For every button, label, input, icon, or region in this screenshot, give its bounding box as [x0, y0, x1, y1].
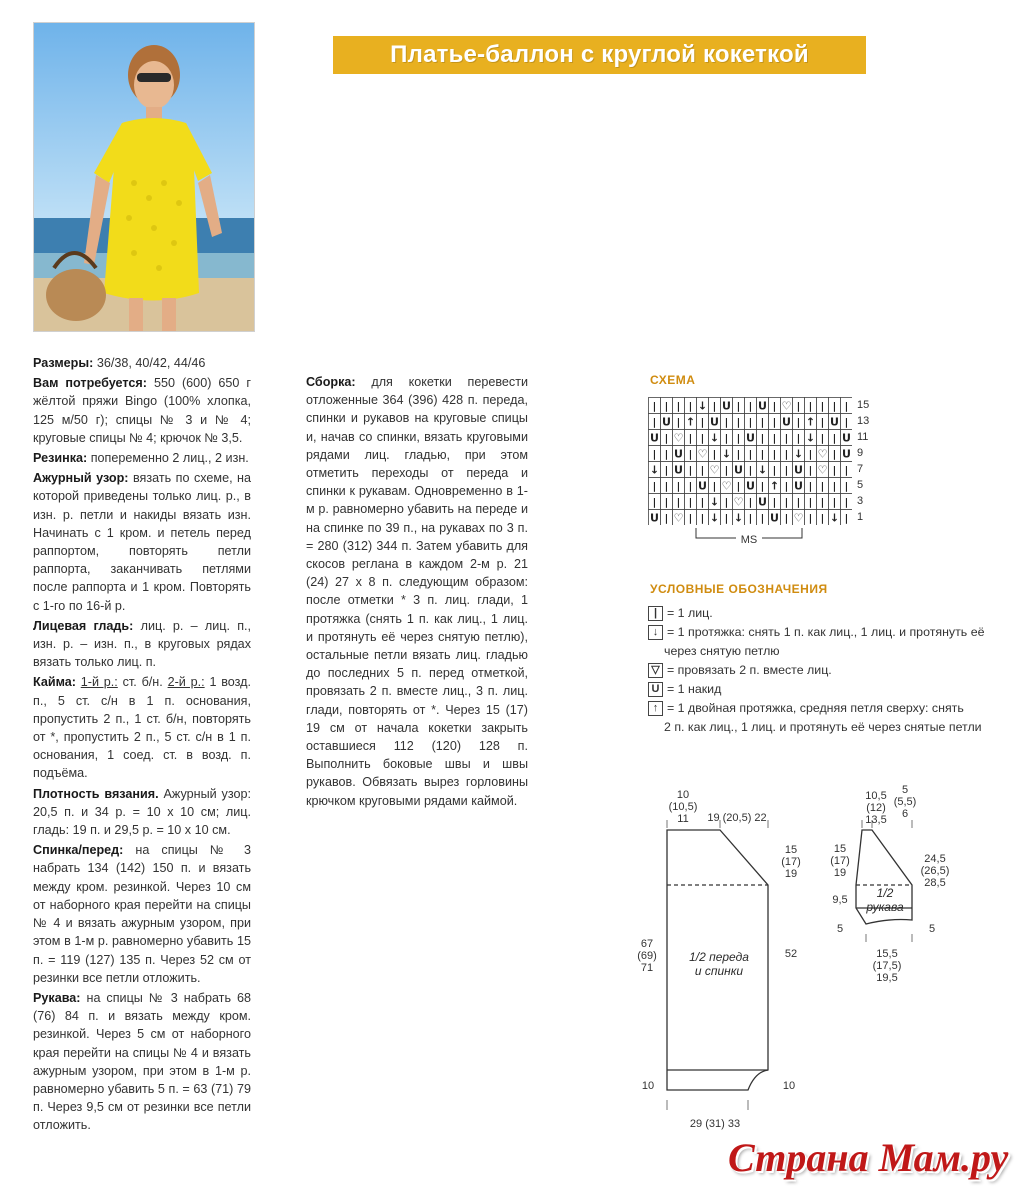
chart-symbol: ♡: [733, 495, 744, 509]
chart-symbol: |: [736, 417, 741, 429]
dim-value: 10,5: [865, 790, 887, 802]
row-number: 15: [857, 399, 870, 411]
chart-symbol: |: [700, 433, 705, 445]
chart-symbol: |: [724, 465, 729, 477]
chart-symbol: |: [676, 417, 681, 429]
model-photo: [33, 22, 255, 332]
rib-text: попеременно 2 лиц., 2 изн.: [90, 451, 249, 466]
knit-symbol-icon: |: [648, 606, 663, 621]
chart-symbol: |: [664, 465, 669, 477]
main-total-length-dim: [634, 938, 660, 974]
chart-symbol: U: [842, 447, 851, 461]
chart-symbol: U: [698, 479, 707, 493]
back-front-label: Спинка/перед:: [33, 843, 124, 858]
chart-symbol: |: [844, 481, 849, 493]
density-text: Ажурный узор: 20,5 п. и 34 р. = 10 х 10 см; лиц. гладь: 19 п. и 29,5 р. = 10 х 10 см.: [33, 786, 251, 838]
knitting-chart: [648, 397, 852, 525]
chart-symbol: |: [832, 433, 837, 445]
row-number: 9: [857, 447, 864, 459]
chart-symbol: U: [650, 511, 659, 525]
chart-symbol: |: [724, 497, 729, 509]
legend-text-continued: 2 п. как лиц., 1 лиц. и протянуть её через снятые петли: [664, 720, 982, 734]
photo-illustration: [34, 23, 254, 331]
dim-value: 28,5: [924, 877, 946, 889]
chart-symbol: |: [820, 417, 825, 429]
chart-symbol: |: [808, 449, 813, 461]
sleeves-text: на спицы № 3 набрать 68 (76) 84 п. и вязать между кром. резинкой. Через 5 см от наборного края перейти на спицы № 4 и вязать ажурным узором, при этом в 1-м р. равномерно убавить 5 п. = 63 (71) 79 п. Через 9,5 см от резинки все петли отложить.: [33, 990, 252, 1133]
chart-symbol: |: [664, 513, 669, 525]
dim-value: 24,5: [924, 853, 946, 865]
chart-symbol: |: [748, 401, 753, 413]
repeat-bracket: [648, 528, 846, 548]
chart-symbol: |: [784, 465, 789, 477]
chart-symbol: |: [808, 481, 813, 493]
dim-value: 6: [901, 808, 909, 820]
k2tog-symbol-icon: ▽: [648, 663, 663, 678]
chart-symbol: |: [844, 465, 849, 477]
chart-symbol: U: [830, 415, 839, 429]
chart-symbol: |: [664, 481, 669, 493]
chart-symbol: |: [820, 481, 825, 493]
chart-symbol: |: [832, 465, 837, 477]
chart-symbol: ♡: [673, 511, 684, 525]
chart-symbol: |: [844, 513, 849, 525]
row-number: 13: [857, 415, 870, 427]
dim-value: (17): [781, 856, 801, 868]
legend-text: = 1 протяжка: снять 1 п. как лиц., 1 лиц. и протянуть её: [667, 625, 985, 639]
yarnover-symbol-icon: U: [648, 682, 663, 697]
chart-symbol: U: [770, 511, 779, 525]
chart-symbol: |: [832, 449, 837, 461]
chart-symbol: U: [782, 415, 791, 429]
chart-symbol: ♡: [817, 463, 828, 477]
chart-symbol: |: [676, 481, 681, 493]
chart-symbol: ↑: [769, 479, 780, 493]
chart-symbol: |: [784, 497, 789, 509]
instructions-column-1: [33, 354, 251, 1137]
dim-value: (5,5): [893, 796, 917, 808]
chart-symbol: |: [772, 433, 777, 445]
chart-symbol: |: [772, 417, 777, 429]
legend-heading: УСЛОВНЫЕ ОБОЗНАЧЕНИЯ: [650, 582, 828, 596]
chart-symbol: |: [676, 401, 681, 413]
chart-symbol: |: [784, 513, 789, 525]
chart-symbol: |: [820, 497, 825, 509]
chart-symbol: |: [748, 417, 753, 429]
legend-text-continued: через снятую петлю: [664, 644, 780, 658]
dim-value: 11: [677, 813, 689, 825]
chart-symbol: U: [722, 399, 731, 413]
density-label: Плотность вязания.: [33, 786, 159, 801]
chart-symbol: ♡: [781, 399, 792, 413]
dim-value: (17): [830, 855, 850, 867]
chart-symbol: ♡: [673, 431, 684, 445]
chart-symbol: |: [784, 481, 789, 493]
stockinette-label: Лицевая гладь:: [33, 618, 134, 633]
edging-row1-text: ст. б/н.: [122, 675, 163, 690]
site-watermark: Страна Мам.ру: [728, 1135, 1009, 1180]
chart-symbol: ↓: [709, 511, 720, 525]
main-top-left-dim: [668, 789, 698, 825]
chart-symbol: |: [796, 417, 801, 429]
chart-symbol: ↓: [721, 447, 732, 461]
dim-value: (26,5): [920, 865, 950, 877]
chart-symbol: |: [784, 449, 789, 461]
chart-symbol: |: [688, 497, 693, 509]
chart-symbol: |: [736, 433, 741, 445]
chart-symbol: ♡: [721, 479, 732, 493]
row-number: 1: [857, 511, 864, 523]
chart-symbol: |: [760, 481, 765, 493]
sleeves-paragraph: [33, 989, 251, 1135]
chart-symbol: |: [820, 513, 825, 525]
legend-item-decrease: [648, 623, 993, 642]
main-rib-right-dim: 10: [782, 1080, 796, 1092]
chart-symbol: |: [748, 465, 753, 477]
sleeve-top-right-dim: [892, 784, 918, 820]
chart-symbol: |: [748, 497, 753, 509]
chart-symbol: |: [760, 433, 765, 445]
chart-symbol: |: [724, 417, 729, 429]
dim-value: 71: [640, 962, 654, 974]
sizes-paragraph: [33, 354, 251, 372]
scheme-heading: СХЕМА: [650, 373, 696, 387]
lace-paragraph: [33, 469, 251, 615]
chart-symbol: |: [808, 465, 813, 477]
dim-value: 5: [901, 784, 909, 796]
dim-value: 15: [784, 844, 798, 856]
legend-text: = 1 лиц.: [667, 606, 713, 620]
assembly-paragraph: [306, 373, 528, 810]
chart-symbol: ♡: [793, 511, 804, 525]
dim-value: 19,5: [876, 972, 898, 984]
rib-label: Резинка:: [33, 451, 88, 466]
chart-symbol: |: [652, 401, 657, 413]
piece-label-line: и спинки: [694, 964, 744, 978]
edging-paragraph: [33, 673, 251, 782]
edging-row2-text: 1 возд. п., 5 ст. с/н в 1 п. основания, пропустить 2 п., 1 ст. б/н, повторять от *, пропустить 2 п., 5 ст. с/н в 1 п. основания, 1 соед. ст. в возд. п. подъёма.: [33, 675, 252, 781]
stockinette-paragraph: [33, 617, 251, 672]
lace-text: вязать по схеме, на которой приведены только лиц. р., в изн. р. петли и накиды вязать изн. Начинать с 1 кром. и петель перед раппортом, повторять петли раппорта, заканчивать петлями после раппорта и 1 кром. Повторять с 1-го по 16-й р.: [33, 471, 251, 613]
chart-symbol: |: [796, 497, 801, 509]
chart-symbol: |: [760, 513, 765, 525]
dim-value: 10: [676, 789, 690, 801]
chart-symbol: |: [844, 497, 849, 509]
sleeve-rib-right-dim: 5: [928, 923, 936, 935]
chart-symbol: ♡: [709, 463, 720, 477]
legend-text: = 1 накид: [667, 682, 722, 696]
dim-value: 15: [833, 843, 847, 855]
chart-symbol: U: [794, 463, 803, 477]
chart-symbol: |: [784, 433, 789, 445]
chart-symbol: |: [688, 449, 693, 461]
chart-symbol: U: [650, 431, 659, 445]
dim-value: 13,5: [865, 814, 887, 826]
dim-value: (17,5): [872, 960, 902, 972]
chart-symbol: |: [688, 433, 693, 445]
chart-symbol: |: [736, 481, 741, 493]
sleeve-top-left-dim: [862, 790, 890, 826]
chart-symbol: |: [772, 449, 777, 461]
dim-value: 15,5: [876, 948, 898, 960]
chart-symbol: |: [712, 449, 717, 461]
back-front-paragraph: [33, 841, 251, 987]
back-front-text: на спицы № 3 набрать 134 (142) 150 п. и вязать между кром. резинкой. Через 10 см от наборного края перейти на спицы № 4 и вязать ажурным узором, при этом в 1-м р. равномерно убавить 15 п. = 119 (127) 135 п. Через 52 см от резинки все петли отложить.: [33, 843, 252, 985]
chart-symbol: |: [808, 497, 813, 509]
dim-value: 67: [640, 938, 654, 950]
piece-label-line: 1/2: [876, 886, 894, 900]
chart-symbol: ↓: [709, 495, 720, 509]
chart-symbol: U: [710, 415, 719, 429]
row-number: 3: [857, 495, 864, 507]
chart-symbol: |: [664, 449, 669, 461]
sleeve-width-dim: [870, 948, 904, 984]
dim-value: (12): [866, 802, 886, 814]
chart-symbol: |: [688, 401, 693, 413]
dim-value: (69): [637, 950, 657, 962]
chart-symbol: ↓: [805, 431, 816, 445]
piece-label-line: рукава: [866, 900, 904, 914]
piece-label-line: 1/2 переда: [689, 950, 749, 964]
main-yoke-dim: [778, 844, 804, 880]
chart-symbol: |: [700, 497, 705, 509]
chart-symbol: |: [772, 401, 777, 413]
front-back-label: [674, 950, 764, 978]
assembly-label: Сборка:: [306, 375, 356, 389]
chart-symbol: |: [844, 417, 849, 429]
legend-item-knit: [648, 604, 993, 623]
chart-symbol: U: [674, 447, 683, 461]
chart-symbol: |: [820, 401, 825, 413]
legend-text: = 1 двойная протяжка, средняя петля сверху: снять: [667, 701, 964, 715]
chart-symbol: U: [674, 463, 683, 477]
chart-symbol: |: [724, 513, 729, 525]
legend-item-yarnover: [648, 680, 993, 699]
chart-symbol: |: [748, 449, 753, 461]
rib-paragraph: [33, 449, 251, 467]
chart-symbol: U: [794, 479, 803, 493]
chart-symbol: |: [820, 433, 825, 445]
chart-symbol: |: [712, 401, 717, 413]
chart-symbol: ↓: [697, 399, 708, 413]
main-rib-left-dim: 10: [641, 1080, 655, 1092]
edging-row2-label: 2-й р.:: [167, 675, 205, 690]
chart-symbol: |: [736, 449, 741, 461]
chart-symbol: |: [772, 497, 777, 509]
chart-symbol: |: [832, 481, 837, 493]
chart-symbol: ♡: [817, 447, 828, 461]
chart-symbol: |: [652, 449, 657, 461]
chart-symbol: U: [746, 431, 755, 445]
lace-label: Ажурный узор:: [33, 471, 129, 486]
arrow-up-icon: ↑: [648, 701, 663, 716]
instructions-column-2: [306, 373, 528, 812]
sizes-text: 36/38, 40/42, 44/46: [96, 356, 206, 370]
page-title: Платье-баллон с круглой кокеткой: [333, 36, 866, 74]
chart-symbol: |: [748, 513, 753, 525]
sleeve-rib-left-dim: 5: [836, 923, 844, 935]
sleeve-body-dim: 9,5: [832, 894, 848, 906]
density-paragraph: [33, 785, 251, 840]
materials-paragraph: [33, 374, 251, 447]
chart-symbol: ↑: [685, 415, 696, 429]
chart-symbol: |: [760, 449, 765, 461]
dim-value: 19: [784, 868, 798, 880]
sizes-label: Размеры:: [33, 356, 94, 370]
main-body-dim: 52: [784, 948, 798, 960]
chart-symbol: |: [724, 433, 729, 445]
materials-label: Вам потребуется:: [33, 376, 147, 391]
sleeve-yoke-dim: [828, 843, 852, 879]
ms-label: MS: [740, 534, 758, 546]
sleeve-right-length-dim: [920, 853, 950, 889]
main-width-dim: 29 (31) 33: [689, 1118, 741, 1130]
chart-symbol: |: [676, 497, 681, 509]
assembly-text: для кокетки перевести отложенные 364 (396) 428 п. переда, спинки и рукавов на круговые спицы и, начав со спинки, вязать круговыми рядами лиц. гладью, при этом отметить переходы от переда и спинки к рукавам. Одновременно в 1-м р. равномерно убавить на переде и на спинке по 39 п., на рукавах по 3 п. = 280 (312) 344 п. Затем убавить для скосов реглана в каждом 2-м р. 21 (24) 27 х 8 п. следующим образом: после отметки * 3 п. лиц. глади, 1 протяжка (снять 1 п. как лиц., 1 лиц. и протянуть её через снятую петлю), остальные петли вязать лиц. гладью до последних 5 п. перед отметкой, провязать 2 п. вместе лиц., 3 п. лиц. глади, повторять от *. Через 15 (17) 19 см от начала кокетки закрыть оставшиеся 112 (120) 128 п. Выполнить боковые швы и швы рукавов. Обвязать вырез горловины крючком круговыми рядами каймой.: [306, 375, 528, 808]
chart-symbol: U: [734, 463, 743, 477]
chart-symbol: |: [700, 513, 705, 525]
row-number: 7: [857, 463, 864, 475]
chart-symbol: |: [652, 417, 657, 429]
dim-value: 19: [833, 867, 847, 879]
chart-symbol: |: [664, 433, 669, 445]
chart-symbol: U: [746, 479, 755, 493]
chart-symbol: |: [736, 401, 741, 413]
dim-value: (10,5): [668, 801, 698, 813]
legend-item-k2tog: [648, 661, 993, 680]
chart-symbol: |: [760, 417, 765, 429]
edging-label: Кайма:: [33, 675, 76, 690]
chart-symbol: |: [688, 481, 693, 493]
chart-symbol: |: [808, 513, 813, 525]
chart-symbol: |: [700, 465, 705, 477]
chart-symbol: |: [796, 401, 801, 413]
stockinette-text: лиц. р. – лиц. п., изн. р. – изн. п., в круговых рядах вязать только лиц. п.: [33, 618, 252, 670]
chart-symbol: ↓: [793, 447, 804, 461]
legend-item-double-decrease: [648, 699, 993, 718]
row-number: 5: [857, 479, 864, 491]
chart-symbol: |: [688, 513, 693, 525]
legend: [648, 604, 993, 737]
chart-symbol: ↓: [649, 463, 660, 477]
chart-symbol: |: [832, 401, 837, 413]
chart-symbol: U: [842, 431, 851, 445]
materials-text: 550 (600) 650 г жёлтой пряжи Bingo (100% хлопка, 125 м/50 г); спицы № 3 и № 4; круговые спицы № 4; крючок № 3,5.: [33, 376, 252, 445]
chart-symbol: |: [712, 481, 717, 493]
sleeve-label: [860, 886, 910, 914]
sleeves-label: Рукава:: [33, 990, 81, 1005]
chart-symbol: |: [652, 481, 657, 493]
chart-symbol: ↓: [829, 511, 840, 525]
legend-text: = провязать 2 п. вместе лиц.: [667, 663, 832, 677]
chart-symbol: U: [758, 399, 767, 413]
chart-symbol: |: [832, 497, 837, 509]
chart-symbol: |: [772, 465, 777, 477]
arrow-down-icon: ↓: [648, 625, 663, 640]
chart-symbol: |: [796, 433, 801, 445]
chart-symbol: ↓: [709, 431, 720, 445]
chart-symbol: ↓: [733, 511, 744, 525]
edging-row1-label: 1-й р.:: [80, 675, 118, 690]
chart-symbol: U: [758, 495, 767, 509]
chart-symbol: |: [664, 401, 669, 413]
chart-symbol: ↑: [805, 415, 816, 429]
chart-symbol: |: [808, 401, 813, 413]
chart-symbol: U: [662, 415, 671, 429]
chart-symbol: ♡: [697, 447, 708, 461]
chart-symbol: |: [700, 417, 705, 429]
chart-symbol: |: [688, 465, 693, 477]
chart-row-numbers: [857, 397, 869, 525]
row-number: 11: [857, 431, 869, 443]
main-top-right-dim: 19 (20,5) 22: [707, 812, 767, 824]
chart-symbol: |: [844, 401, 849, 413]
chart-symbol: ↓: [757, 463, 768, 477]
chart-symbol: |: [652, 497, 657, 509]
chart-symbol: |: [664, 497, 669, 509]
